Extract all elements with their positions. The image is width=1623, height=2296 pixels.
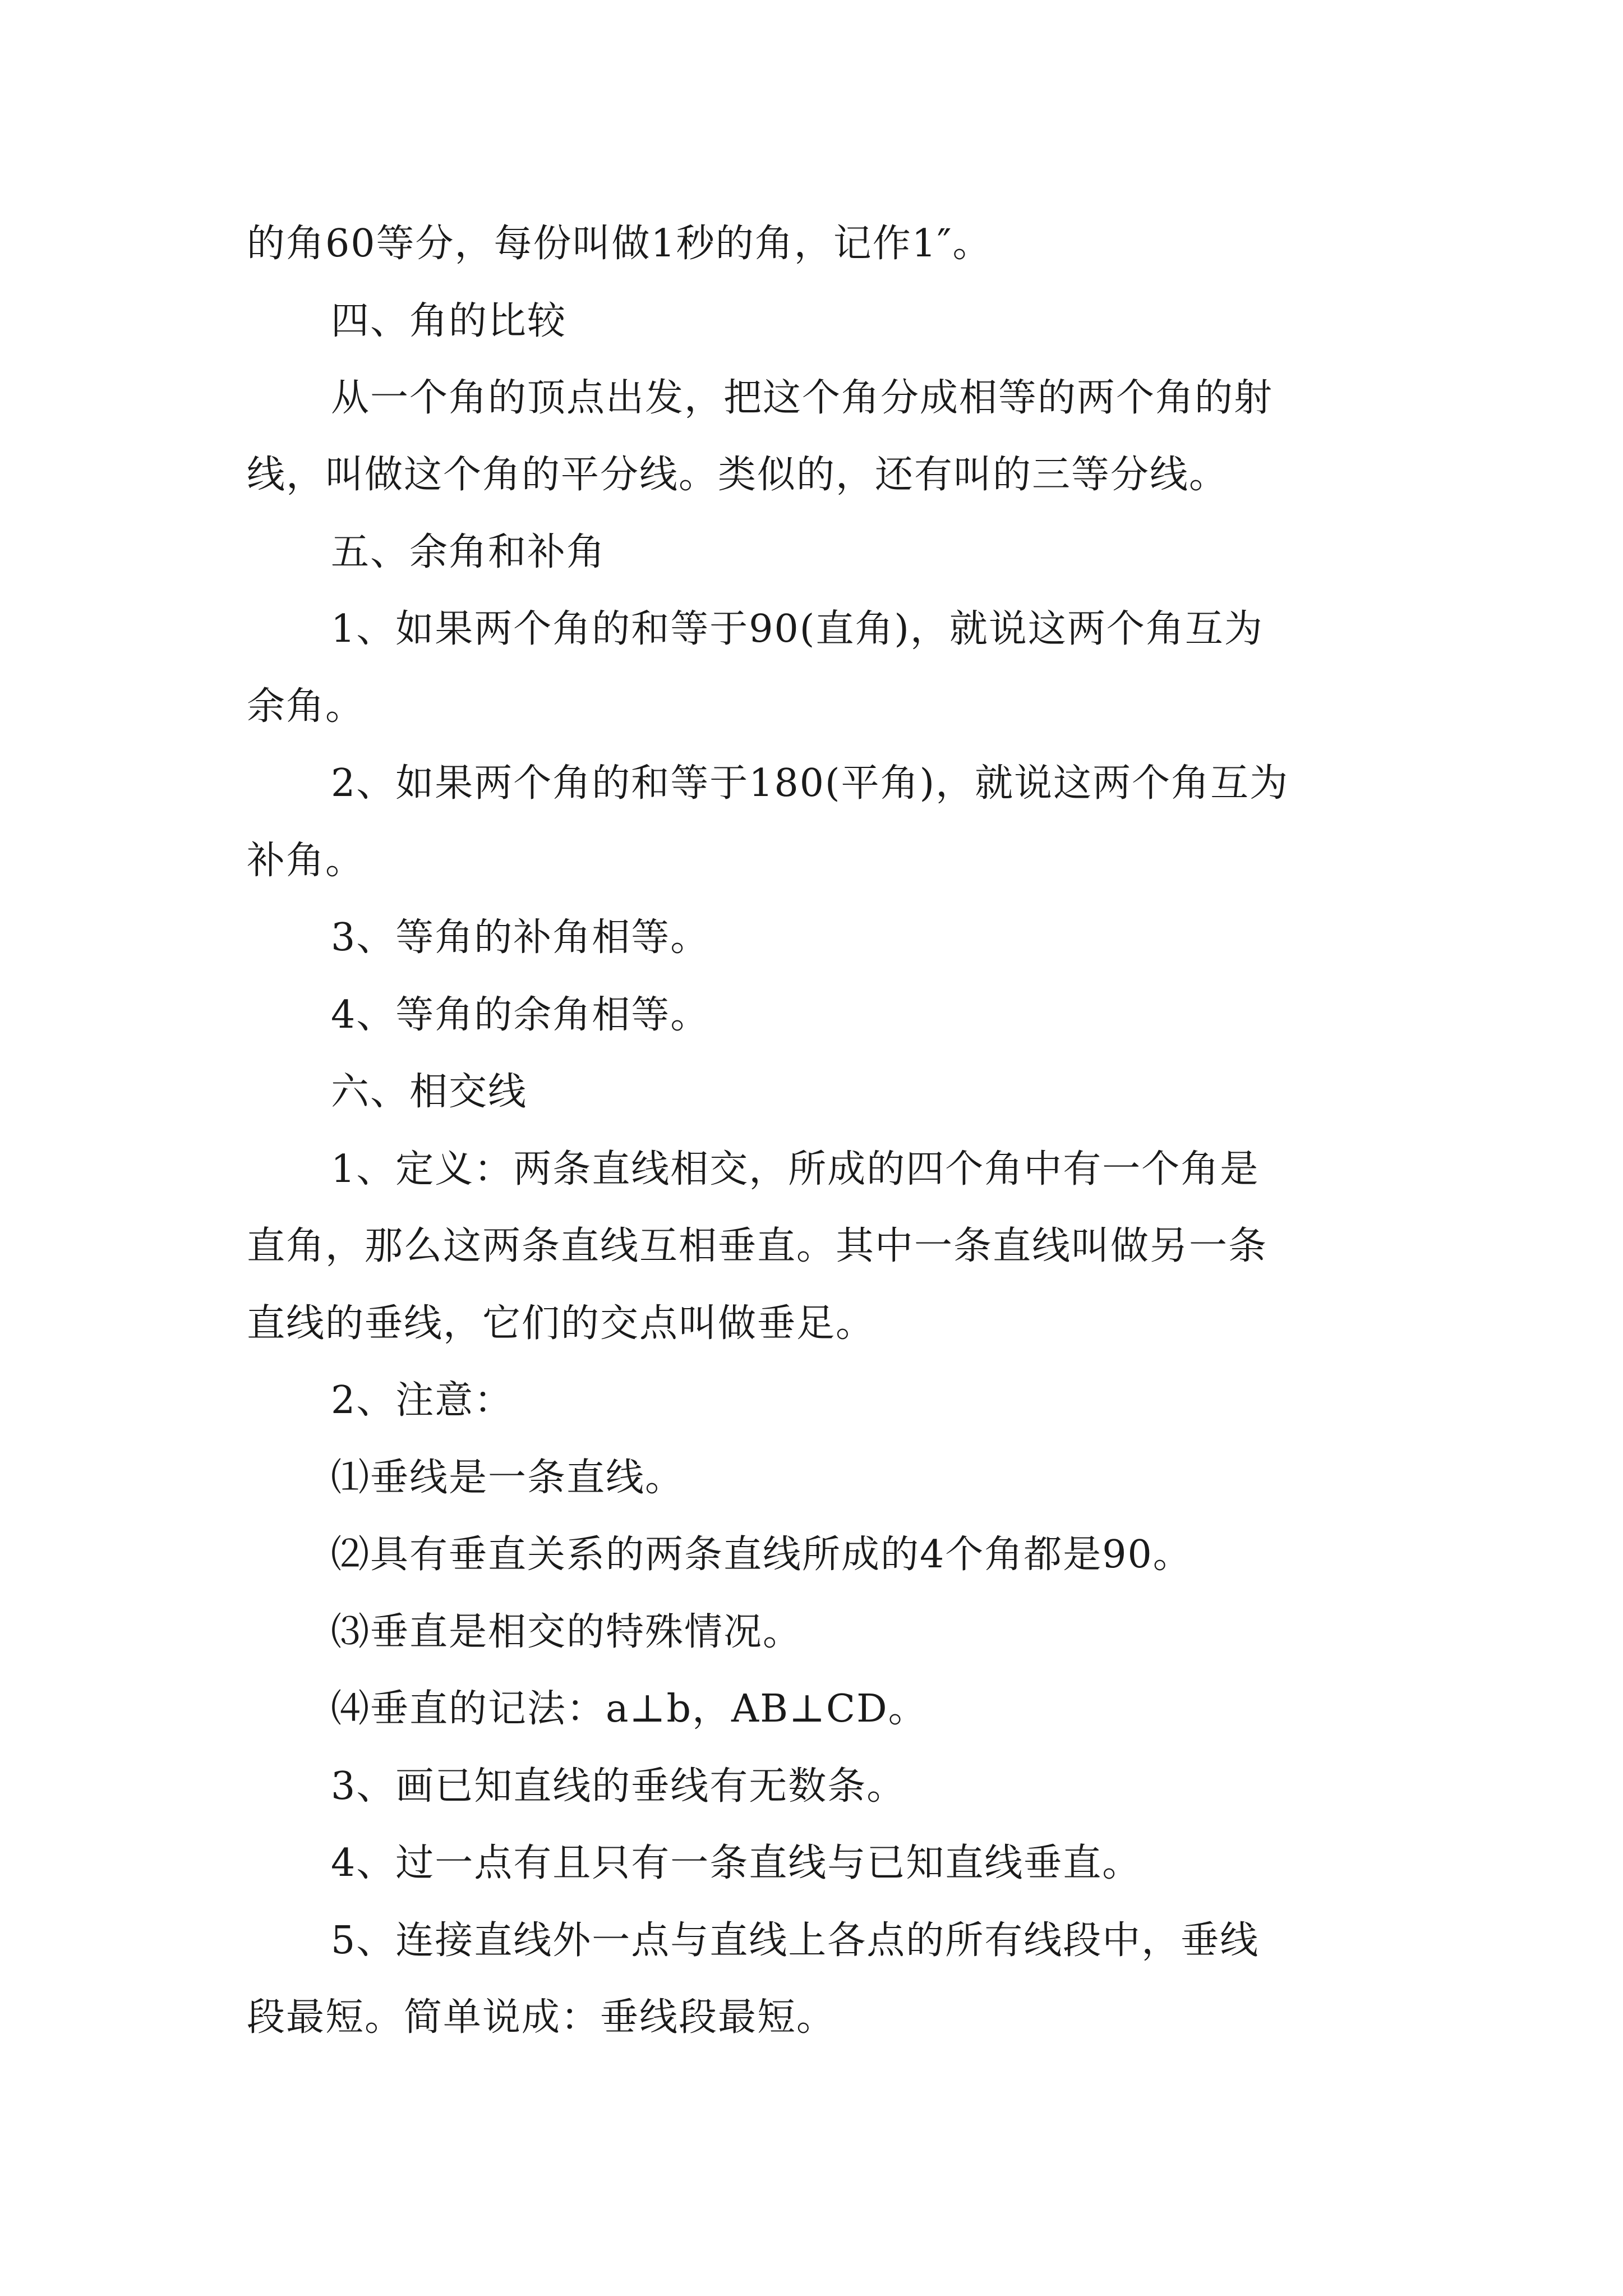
section-heading: 六、相交线 [331, 1070, 528, 1114]
text-line: 2、如果两个角的和等于180(平角)，就说这两个角互为 [331, 761, 1289, 806]
text-line: 余角。 [247, 684, 365, 729]
text-line: ⑴垂线是一条直线。 [331, 1456, 685, 1500]
text-line: 3、画已知直线的垂线有无数条。 [331, 1764, 906, 1809]
text-line: ⑵具有垂直关系的两条直线所成的4个角都是90。 [331, 1533, 1192, 1577]
text-line: 1、定义：两条直线相交，所成的四个角中有一个角是 [331, 1147, 1260, 1191]
text-line: 段最短。简单说成：垂线段最短。 [247, 1995, 836, 2040]
text-line: ⑶垂直是相交的特殊情况。 [331, 1610, 803, 1654]
text-line: 直线的垂线，它们的交点叫做垂足。 [247, 1301, 875, 1346]
text-line: 线，叫做这个角的平分线。类似的，还有叫的三等分线。 [247, 453, 1229, 497]
section-heading: 四、角的比较 [331, 299, 567, 343]
text-line: 5、连接直线外一点与直线上各点的所有线段中，垂线 [331, 1918, 1260, 1963]
text-line: 补角。 [247, 839, 365, 883]
text-line: 直角，那么这两条直线互相垂直。其中一条直线叫做另一条 [247, 1224, 1268, 1268]
text-line: 的角60等分，每份叫做1秒的角，记作1″。 [247, 222, 992, 266]
text-line: 2、注意： [331, 1378, 514, 1423]
text-line: 从一个角的顶点出发，把这个角分成相等的两个角的射 [331, 376, 1274, 420]
text-line: ⑷垂直的记法：a⊥b，AB⊥CD。 [331, 1687, 928, 1731]
text-line: 3、等角的补角相等。 [331, 915, 710, 960]
text-line: 4、过一点有且只有一条直线与已知直线垂直。 [331, 1841, 1142, 1885]
text-line: 1、如果两个角的和等于90(直角)，就说这两个角互为 [331, 607, 1264, 651]
text-line: 4、等角的余角相等。 [331, 993, 710, 1037]
section-heading: 五、余角和补角 [331, 530, 606, 574]
